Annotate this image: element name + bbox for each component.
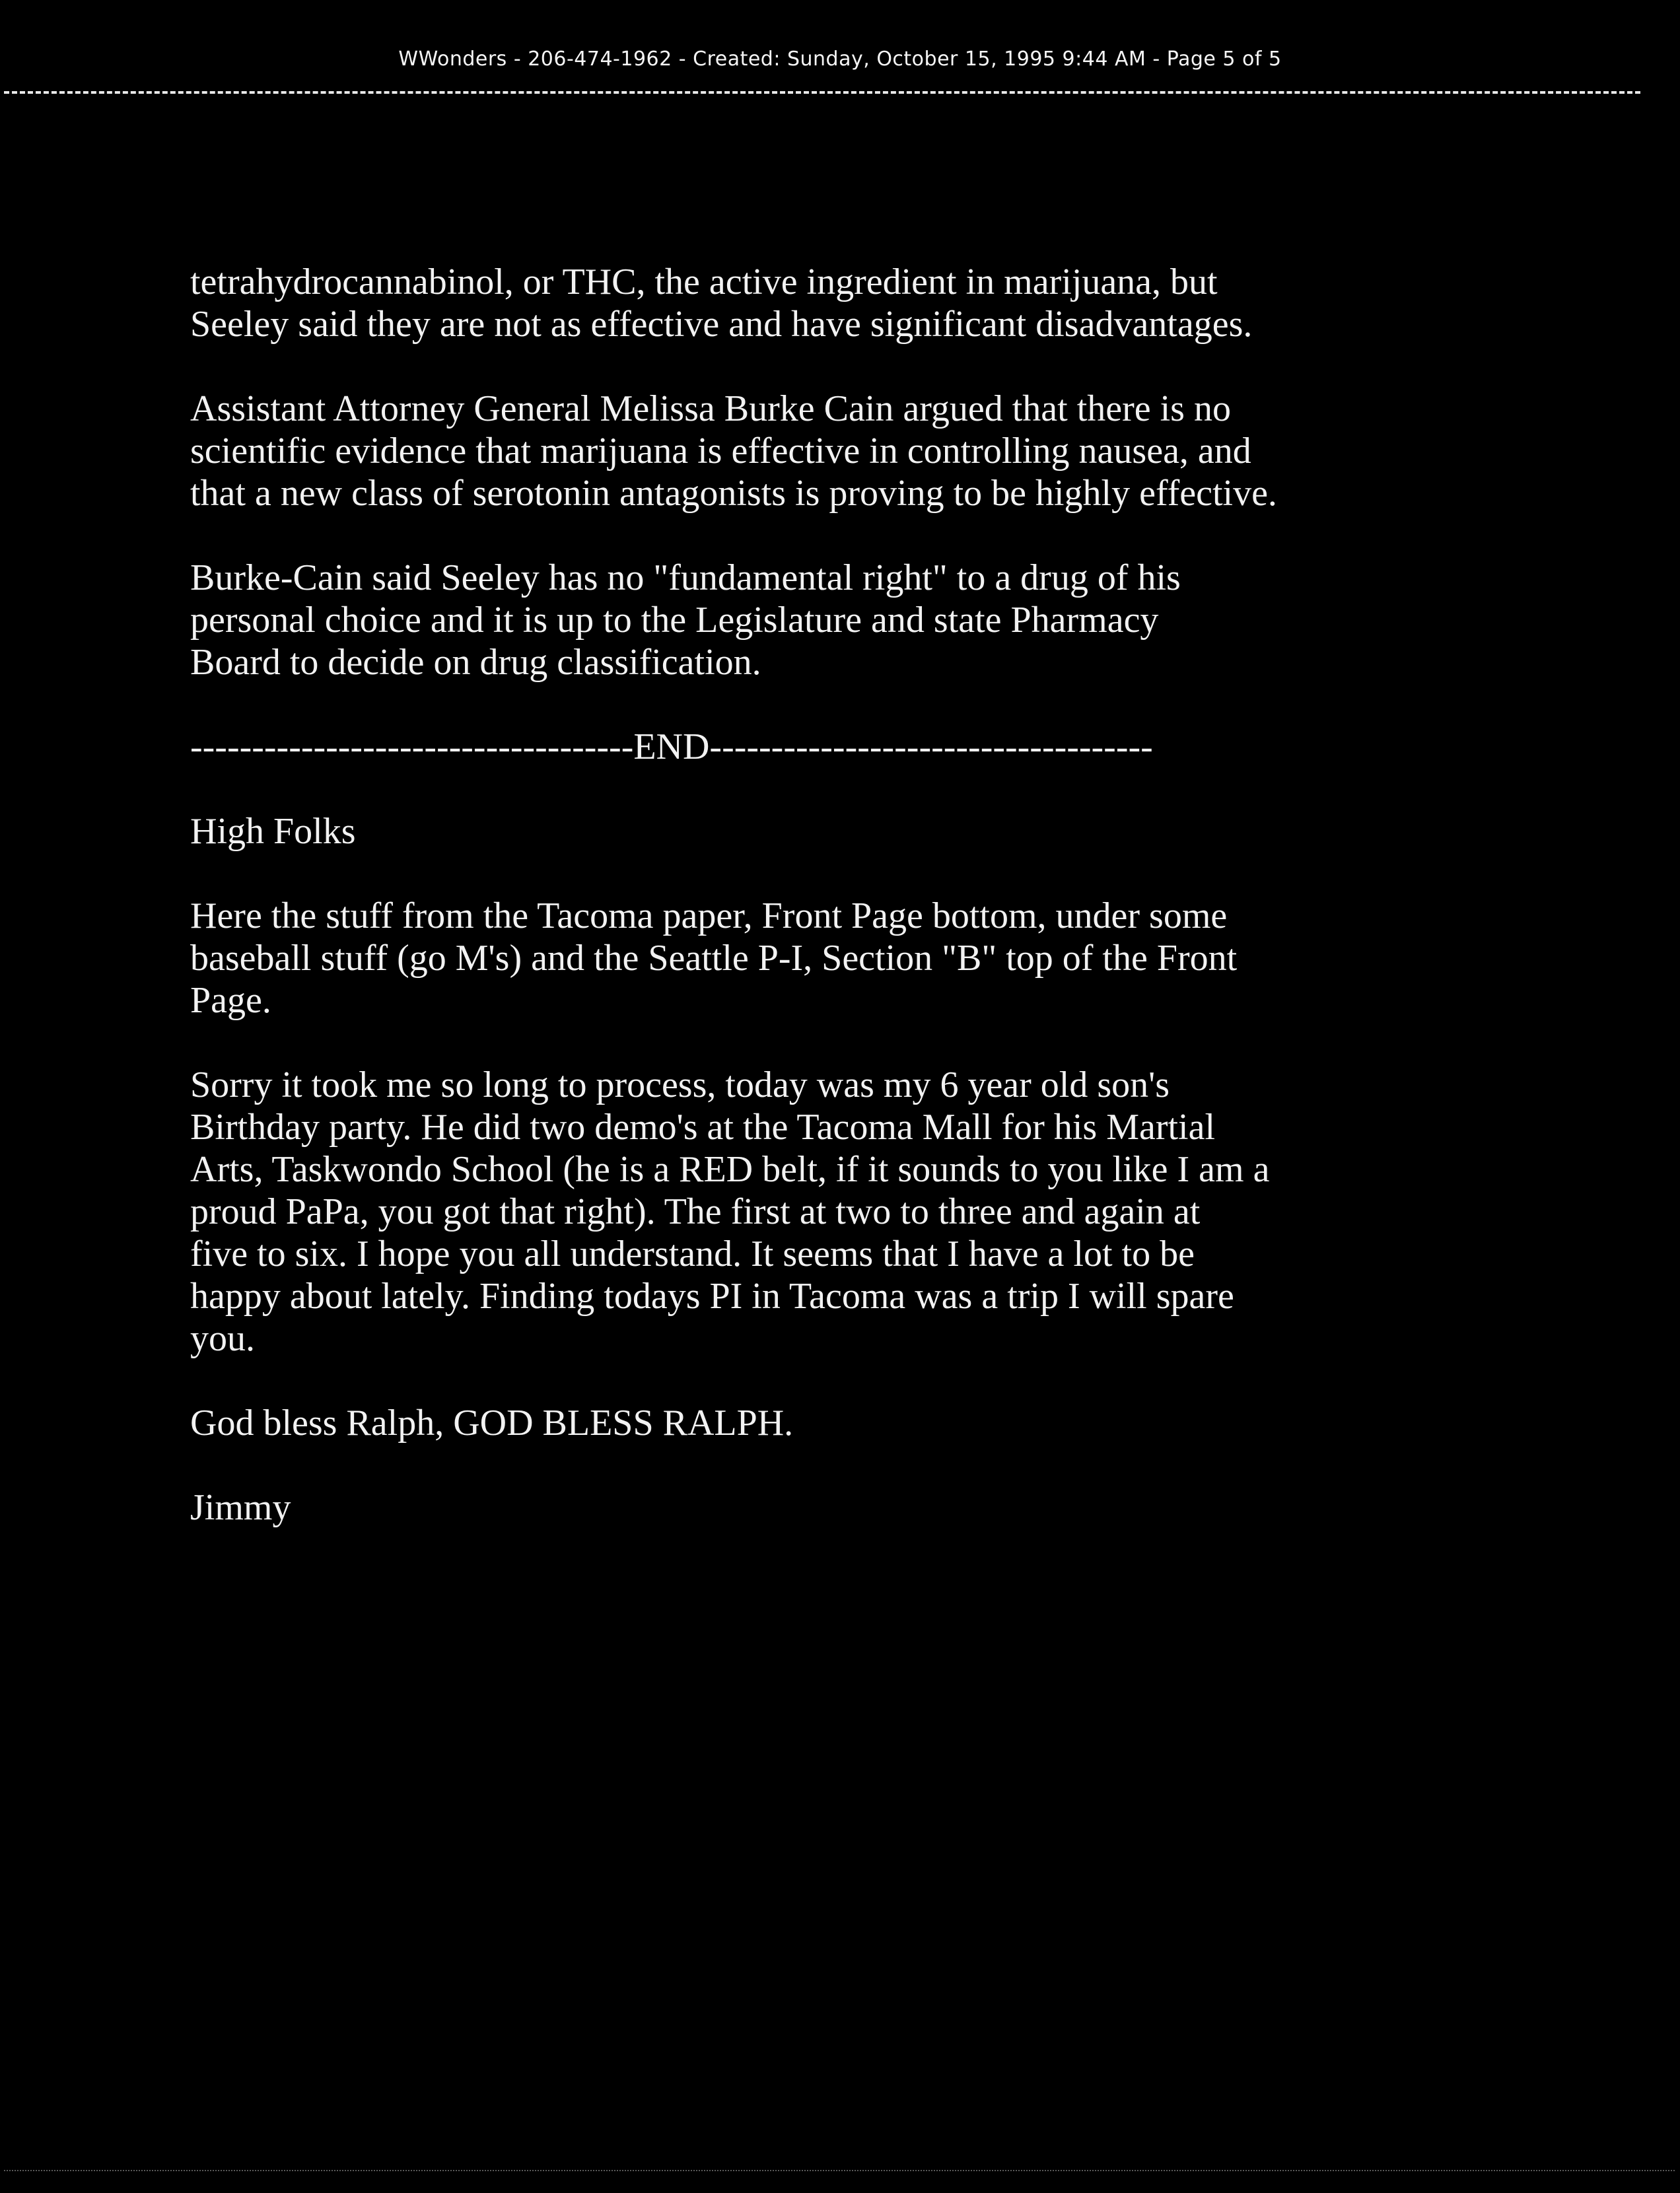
letter-signature: Jimmy [190, 1487, 291, 1528]
article-paragraph-1: tetrahydrocannabinol, or THC, the active ingredient in marijuana, but Seeley said they are not as effective and have significant disadvantages. [190, 261, 1253, 345]
letter-paragraph-3: God bless Ralph, GOD BLESS RALPH. [190, 1403, 794, 1444]
letter-paragraph-1: Here the stuff from the Tacoma paper, Front Page bottom, under some baseball stuff (go M's) and the Seattle P-I, Section "B" top of the Front Page. [190, 895, 1238, 1021]
footer-divider [4, 2170, 1675, 2171]
document-body [190, 261, 1511, 1571]
article-paragraph-2: Assistant Attorney General Melissa Burke Cain argued that there is no scientific evidence that marijuana is effective in controlling nausea, and that a new class of serotonin antagonists is proving to be highly effective. [190, 388, 1277, 514]
letter-greeting: High Folks [190, 811, 356, 852]
letter-paragraph-2: Sorry it took me so long to process, today was my 6 year old son's Birthday party. He did two demo's at the Tacoma Mall for his Martial Arts, Taskwondo School (he is a RED belt, if it sounds to you like I am a proud PaPa, you got that right). The first at two to three and again at five to six. I hope you all understand. It seems that I have a lot to be happy about lately. Finding todays PI in Tacoma was a trip I will spare you. [190, 1064, 1270, 1359]
header-divider [4, 91, 1640, 94]
article-paragraph-3: Burke-Cain said Seeley has no "fundamental right" to a drug of his personal choice and it is up to the Legislature and state Pharmacy Board to decide on drug classification. [190, 557, 1181, 683]
end-marker: ------------------------------------END------------------------------------ [190, 726, 1153, 767]
page-header: WWonders - 206-474-1962 - Created: Sunday, October 15, 1995 9:44 AM - Page 5 of 5 [398, 48, 1282, 71]
